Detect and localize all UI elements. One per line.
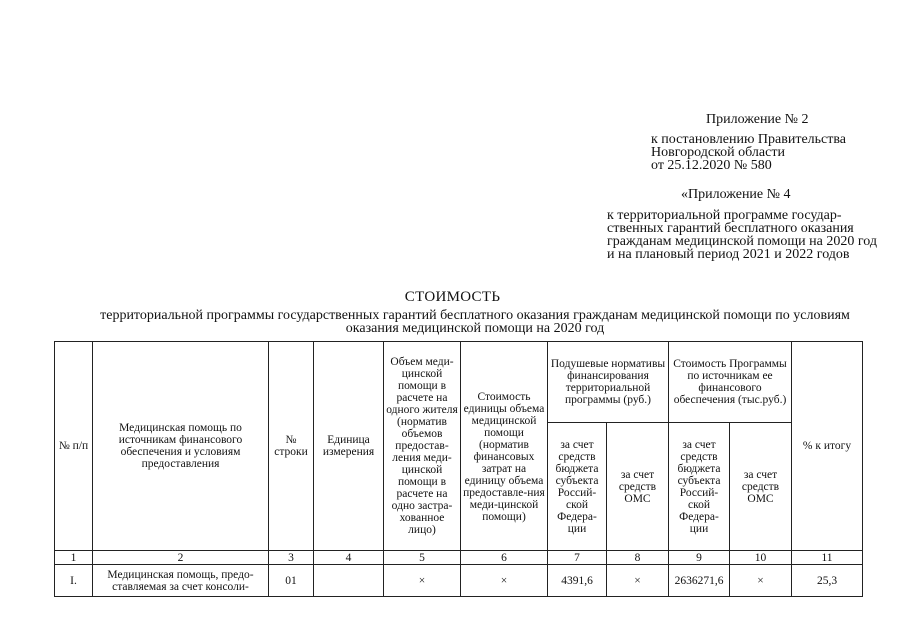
column-number: 6	[461, 551, 548, 565]
appendix-reference	[651, 133, 846, 172]
column-number: 10	[730, 551, 792, 565]
table-row	[55, 565, 863, 597]
header-program-cost: Стоимость Программы по источникам ее финансового обеспечения (тыс.руб.)	[669, 342, 792, 423]
column-number: 3	[269, 551, 314, 565]
row-number: I.	[55, 565, 93, 597]
appendix4-line: ственных гарантий бесплатного оказания	[607, 221, 854, 236]
row-total-oms: ×	[730, 565, 792, 597]
column-number: 2	[93, 551, 269, 565]
column-number: 8	[607, 551, 669, 565]
header-percent: % к итогу	[792, 342, 863, 551]
header-medical-care: Медицинская помощь по источникам финансового обеспечения и условиям предоставления	[93, 342, 269, 551]
appendix4-line: и на плановый период 2021 и 2022 годов	[607, 247, 850, 262]
appendix-title	[706, 113, 809, 127]
header-unit: Единица измерения	[314, 342, 384, 551]
row-cost: ×	[461, 565, 548, 597]
row-line: 01	[269, 565, 314, 597]
row-name: Медицинская помощь, предо-ставляемая за счет консоли-	[93, 565, 269, 597]
header-per-capita: Подушевые нормативы финансирования территориальной программы (руб.)	[548, 342, 669, 423]
header-row-number: № п/п	[55, 342, 93, 551]
column-number: 9	[669, 551, 730, 565]
row-volume: ×	[384, 565, 461, 597]
appendix-line: от 25.12.2020 № 580	[651, 158, 772, 173]
header-volume: Объем меди-цинской помощи в расчете на одного жителя (норматив объемов предостав-ления меди-цинской помощи в расчете на одно застра-хованное лицо)	[384, 342, 461, 551]
header-line-number: № строки	[269, 342, 314, 551]
column-number: 1	[55, 551, 93, 565]
row-per-capita-oms: ×	[607, 565, 669, 597]
column-number-row	[55, 551, 863, 565]
appendix4-number: «Приложение № 4	[681, 187, 791, 202]
column-number: 5	[384, 551, 461, 565]
appendix4-line: к территориальной программе государ-	[607, 208, 842, 223]
subtitle-line: территориальной программы государственных гарантий бесплатного оказания гражданам медицинской помощи по условиям	[100, 308, 850, 323]
document-title: СТОИМОСТЬ	[404, 289, 501, 305]
header-unit-cost: Стоимость единицы объема медицинской помощи (норматив финансовых затрат на единицу объема предоставле-ния меди-цинской помощи)	[461, 342, 548, 551]
appendix-line: к постановлению Правительства	[651, 132, 847, 147]
subtitle-line: оказания медицинской помощи на 2020 год	[345, 321, 605, 336]
header-cost-budget: за счет средств бюджета субъекта Россий-ской Федера-ции	[669, 423, 730, 551]
column-number: 4	[314, 551, 384, 565]
row-unit	[314, 565, 384, 597]
cost-table	[54, 341, 863, 597]
appendix-line: Новгородской области	[651, 145, 785, 160]
header-per-capita-budget: за счет средств бюджета субъекта Россий-ской Федера-ции	[548, 423, 607, 551]
header-per-capita-oms: за счет средств ОМС	[607, 423, 669, 551]
appendix4-line: гражданам медицинской помощи на 2020 год	[607, 234, 877, 249]
appendix-number: Приложение № 2	[706, 112, 809, 127]
header-cost-oms: за счет средств ОМС	[730, 423, 792, 551]
document-subtitle	[60, 309, 890, 335]
row-per-capita-budget: 4391,6	[548, 565, 607, 597]
column-number: 7	[548, 551, 607, 565]
row-total-budget: 2636271,6	[669, 565, 730, 597]
appendix4-reference	[607, 209, 877, 261]
appendix4-title	[681, 188, 791, 202]
row-percent: 25,3	[792, 565, 863, 597]
column-number: 11	[792, 551, 863, 565]
